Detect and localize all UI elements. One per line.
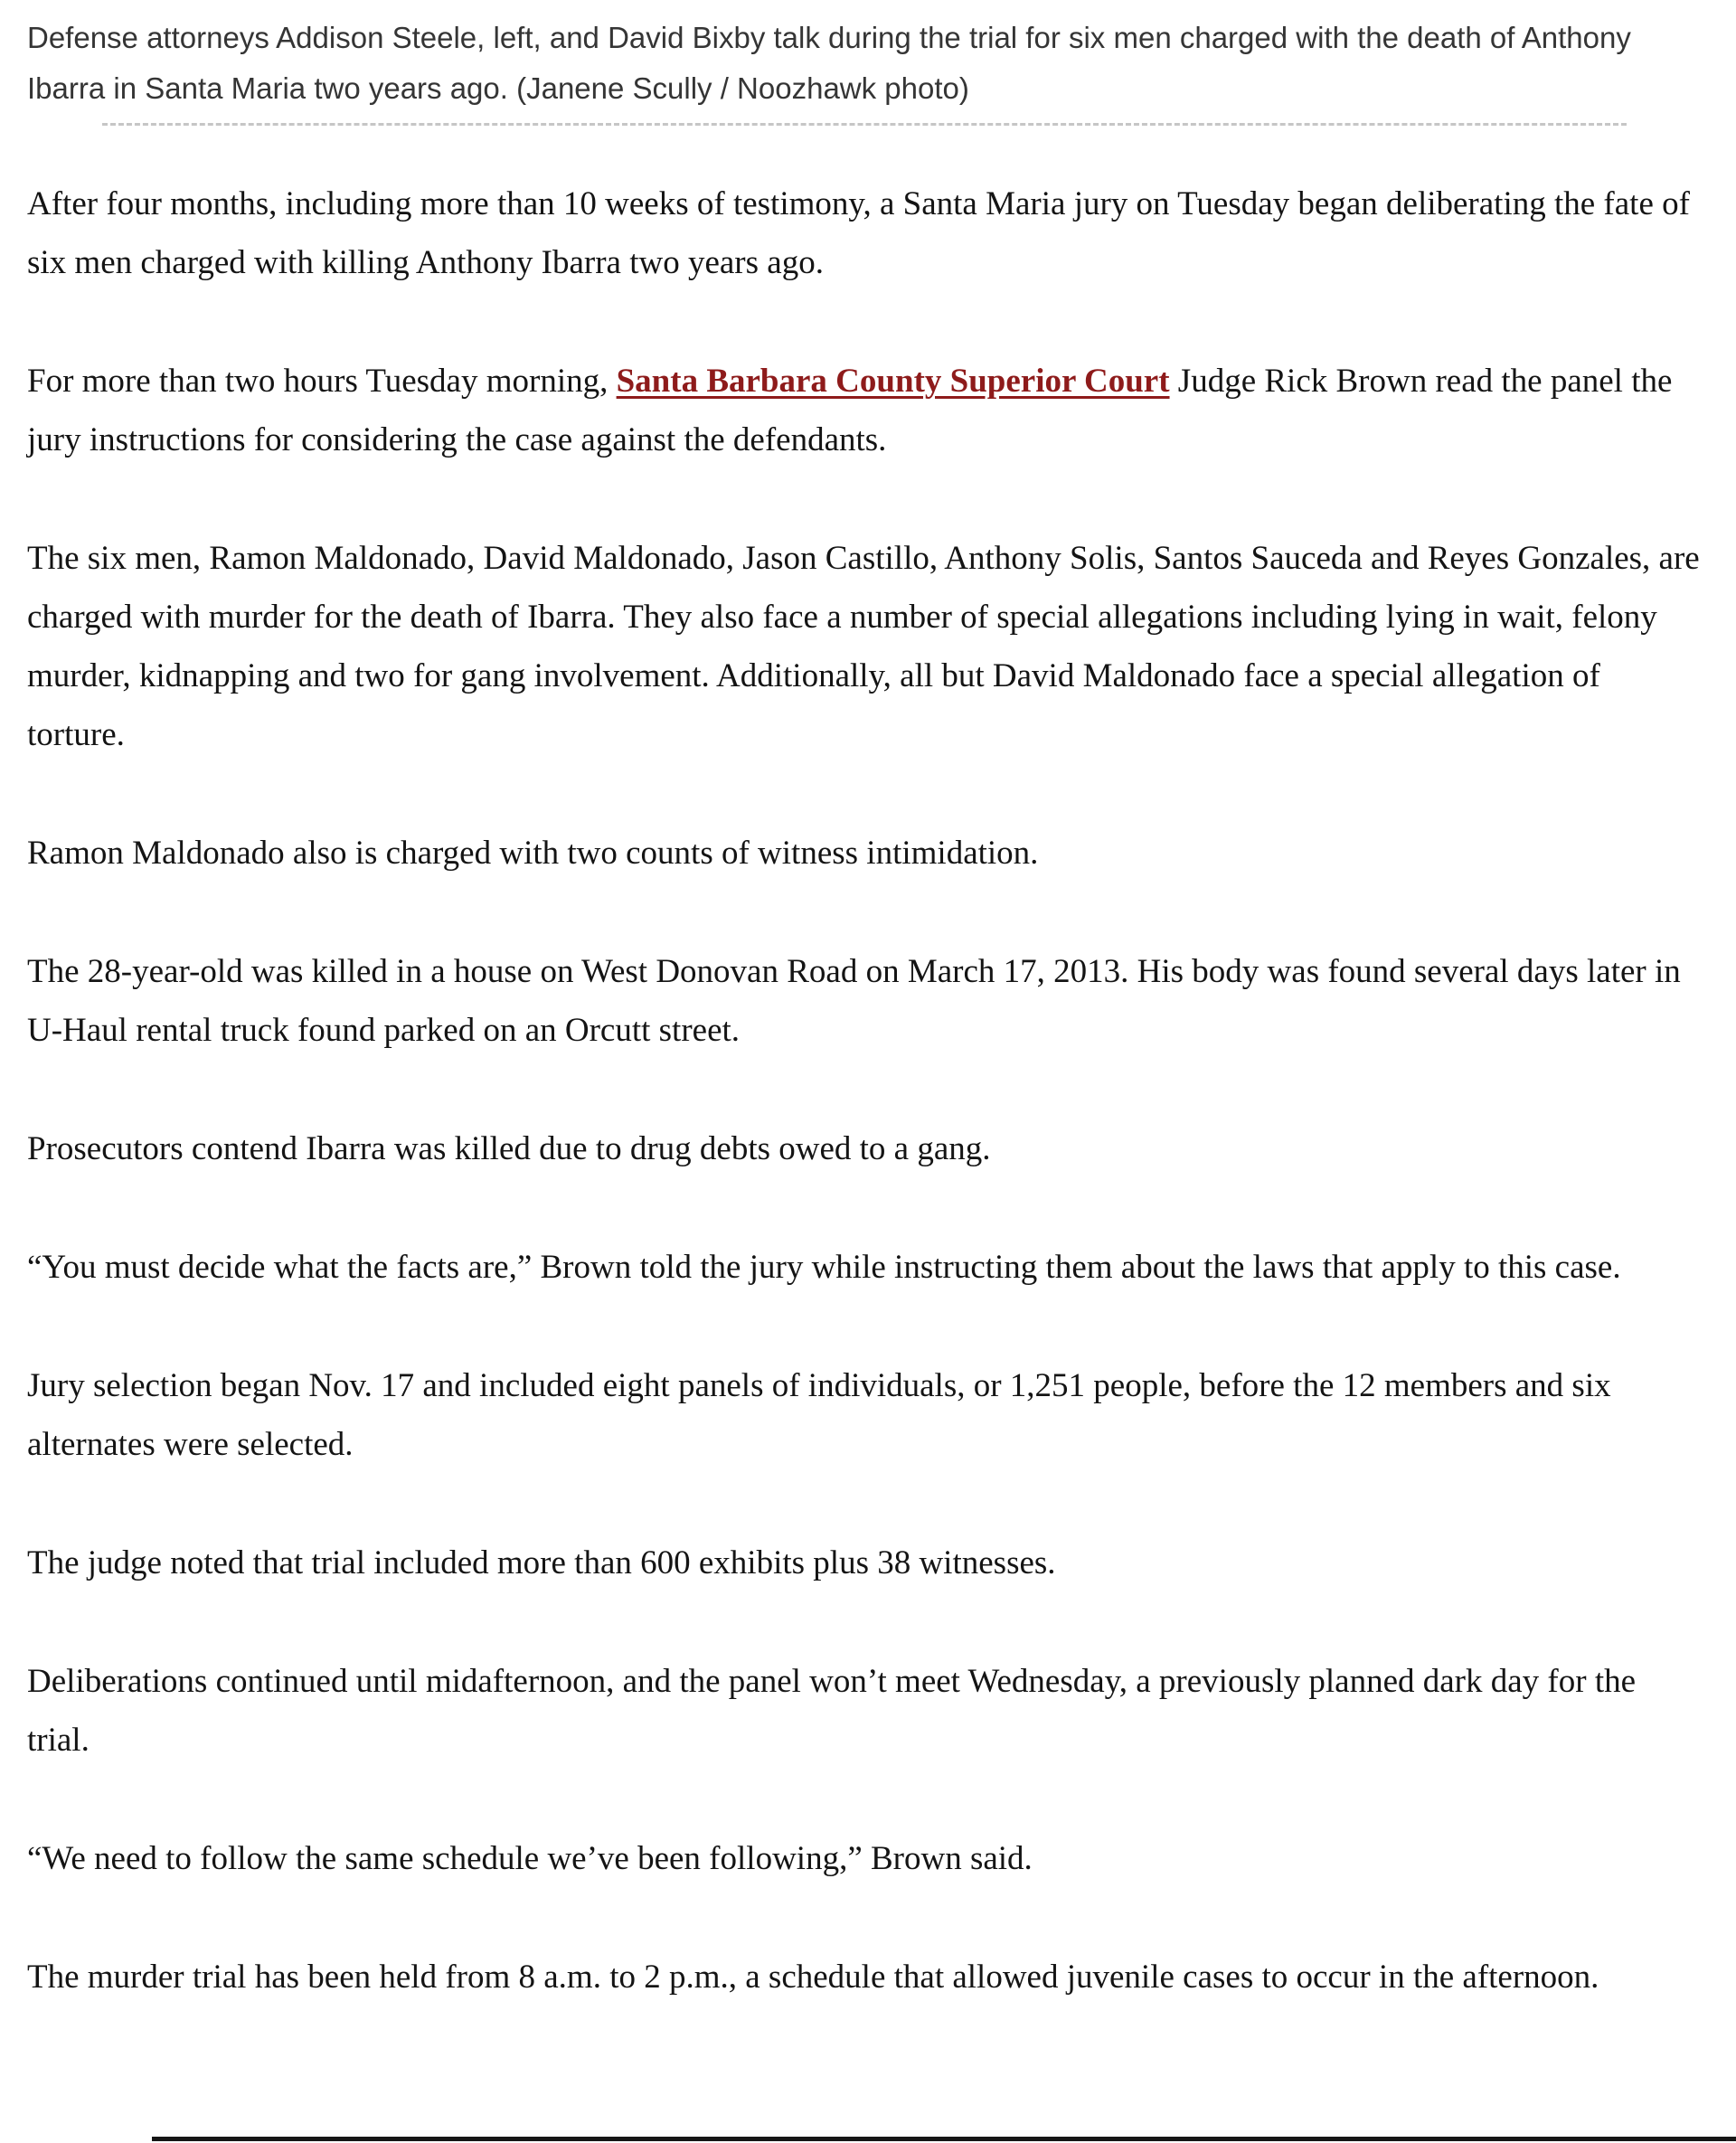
paragraph-text-before-link: For more than two hours Tuesday morning, bbox=[27, 363, 617, 400]
paragraph: Ramon Maldonado also is charged with two counts of witness intimidation. bbox=[27, 835, 1039, 872]
paragraph: The 28-year-old was killed in a house on West Donovan Road on March 17, 2013. His body was found several days later in U-Haul rental truck found parked on an Orcutt street. bbox=[27, 953, 1681, 1049]
paragraph bbox=[27, 352, 1702, 469]
photo-caption: Defense attorneys Addison Steele, left, and David Bixby talk during the trial for six men charged with the death of Anthony Ibarra in Santa Maria two years ago. (Janene Scully / Noozhawk photo) bbox=[27, 21, 1631, 105]
paragraph-text-after-link: Judge Rick Brown read the panel the jury instructions for considering the case against the defendants. bbox=[27, 363, 1673, 458]
article-body bbox=[27, 175, 1702, 2006]
paragraph: The six men, Ramon Maldonado, David Maldonado, Jason Castillo, Anthony Solis, Santos Sauceda and Reyes Gonzales, are charged with murder for the death of Ibarra. They also face a number of special allegations including lying in wait, felony murder, kidnapping and two for gang involvement. Additionally, all but David Maldonado face a special allegation of torture. bbox=[27, 540, 1700, 753]
paragraph: The judge noted that trial included more than 600 exhibits plus 38 witnesses. bbox=[27, 1544, 1056, 1581]
paragraph: “You must decide what the facts are,” Brown told the jury while instructing them about the laws that apply to this case. bbox=[27, 1249, 1621, 1286]
paragraph: Jury selection began Nov. 17 and included eight panels of individuals, or 1,251 people, before the 12 members and six alternates were selected. bbox=[27, 1367, 1611, 1463]
paragraph: Deliberations continued until midafternoon, and the panel won’t meet Wednesday, a previously planned dark day for the trial. bbox=[27, 1663, 1637, 1759]
paragraph: After four months, including more than 10 weeks of testimony, a Santa Maria jury on Tuesday began deliberating the fate of six men charged with killing Anthony Ibarra two years ago. bbox=[27, 185, 1690, 281]
caption-divider bbox=[102, 123, 1626, 126]
paragraph: “We need to follow the same schedule we’ve been following,” Brown said. bbox=[27, 1840, 1033, 1877]
paragraph: Prosecutors contend Ibarra was killed due to drug debts owed to a gang. bbox=[27, 1130, 991, 1167]
bottom-edge-line bbox=[152, 2137, 1736, 2141]
paragraph: The murder trial has been held from 8 a.m. to 2 p.m., a schedule that allowed juvenile cases to occur in the afternoon. bbox=[27, 1959, 1599, 1996]
superior-court-link[interactable]: Santa Barbara County Superior Court bbox=[616, 363, 1170, 400]
